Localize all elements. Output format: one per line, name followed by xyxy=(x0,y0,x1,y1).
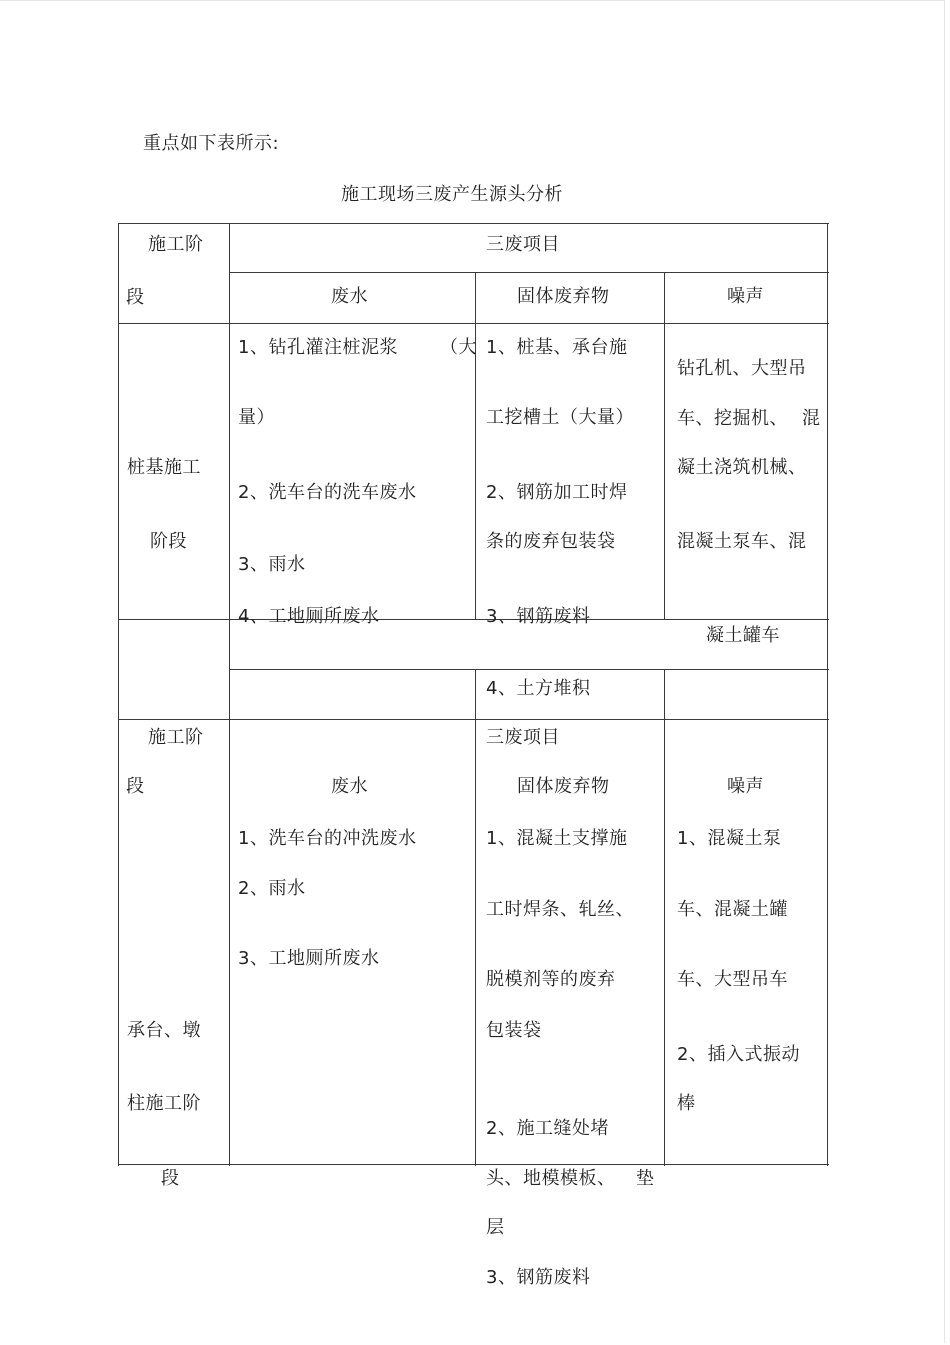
stage-name: 承台、墩 xyxy=(127,1020,201,1041)
noise-item: 2、插入式振动 xyxy=(677,1044,800,1065)
water-item: 1、洗车台的冲洗废水 xyxy=(238,828,417,849)
solid-item: 包装袋 xyxy=(486,1020,542,1041)
table-title: 施工现场三废产生源头分析 xyxy=(341,184,563,205)
header-noise: 噪声 xyxy=(727,286,764,307)
col-border xyxy=(664,272,665,620)
header-divider xyxy=(230,272,829,273)
stage-name: 段 xyxy=(161,1168,180,1189)
header-stage-label: 段 xyxy=(126,287,145,308)
noise-item: 车、混凝土罐 xyxy=(677,899,788,920)
header-stage-label: 段 xyxy=(126,776,145,797)
noise-item: 混 xyxy=(802,408,821,429)
col-border xyxy=(475,272,476,620)
water-item: 2、雨水 xyxy=(238,878,306,899)
row-divider xyxy=(230,669,829,670)
noise-item: 1、混凝土泵 xyxy=(677,828,782,849)
noise-item: 车、挖掘机、 xyxy=(677,408,788,429)
col-border xyxy=(827,223,828,1166)
table-bottom-border xyxy=(118,1164,829,1165)
water-item: 量） xyxy=(238,407,275,428)
col-border xyxy=(118,223,119,1166)
solid-item: 条的废弃包装袋 xyxy=(486,531,616,552)
stage-name: 柱施工阶 xyxy=(127,1093,201,1114)
solid-item: 3、钢筋废料 xyxy=(486,606,591,627)
noise-item: 凝土罐车 xyxy=(706,625,780,646)
header-stage-label: 施工阶 xyxy=(148,727,204,748)
header-solid-waste: 固体废弃物 xyxy=(517,776,610,797)
header-group-label: 三废项目 xyxy=(486,234,560,255)
water-item: 3、工地厕所废水 xyxy=(238,948,380,969)
solid-item: 工时焊条、轧丝、 xyxy=(486,899,634,920)
header-solid-waste: 固体废弃物 xyxy=(517,286,610,307)
row-divider xyxy=(118,619,829,620)
header-waste-water: 废水 xyxy=(331,776,368,797)
solid-item: 层 xyxy=(486,1217,505,1238)
solid-item: 4、土方堆积 xyxy=(486,678,591,699)
water-item: 1、钻孔灌注桩泥浆 xyxy=(238,337,398,358)
solid-item: 1、混凝土支撑施 xyxy=(486,828,628,849)
stage-name: 阶段 xyxy=(150,531,187,552)
noise-item: 凝土浇筑机械、 xyxy=(677,457,807,478)
water-item: 2、洗车台的洗车废水 xyxy=(238,482,417,503)
solid-item: 工挖槽土（大量） xyxy=(486,407,634,428)
solid-item: 头、地模模板、 xyxy=(486,1168,616,1189)
solid-item: 3、钢筋废料 xyxy=(486,1267,591,1288)
solid-item: 1、桩基、承台施 xyxy=(486,337,628,358)
header-group-label: 三废项目 xyxy=(486,727,560,748)
water-item: （大 xyxy=(440,337,477,358)
stage-name: 桩基施工 xyxy=(127,457,201,478)
solid-item: 2、钢筋加工时焊 xyxy=(486,482,628,503)
row-divider xyxy=(118,719,829,720)
header-bottom-border xyxy=(118,323,829,324)
header-stage-label: 施工阶 xyxy=(148,234,204,255)
intro-text: 重点如下表所示: xyxy=(143,133,280,154)
col-border xyxy=(664,669,665,1166)
solid-item: 2、施工缝处堵 xyxy=(486,1118,609,1139)
noise-item: 钻孔机、大型吊 xyxy=(677,358,807,379)
header-noise: 噪声 xyxy=(727,776,764,797)
noise-item: 棒 xyxy=(677,1093,696,1114)
table-top-border xyxy=(118,223,829,224)
water-item: 4、工地厕所废水 xyxy=(238,606,380,627)
solid-item: 垫 xyxy=(636,1168,655,1189)
col-border xyxy=(475,669,476,1166)
col-border xyxy=(229,223,230,1166)
header-waste-water: 废水 xyxy=(331,286,368,307)
noise-item: 混凝土泵车、混 xyxy=(677,531,807,552)
solid-item: 脱模剂等的废弃 xyxy=(486,969,616,990)
water-item: 3、雨水 xyxy=(238,554,306,575)
noise-item: 车、大型吊车 xyxy=(677,969,788,990)
